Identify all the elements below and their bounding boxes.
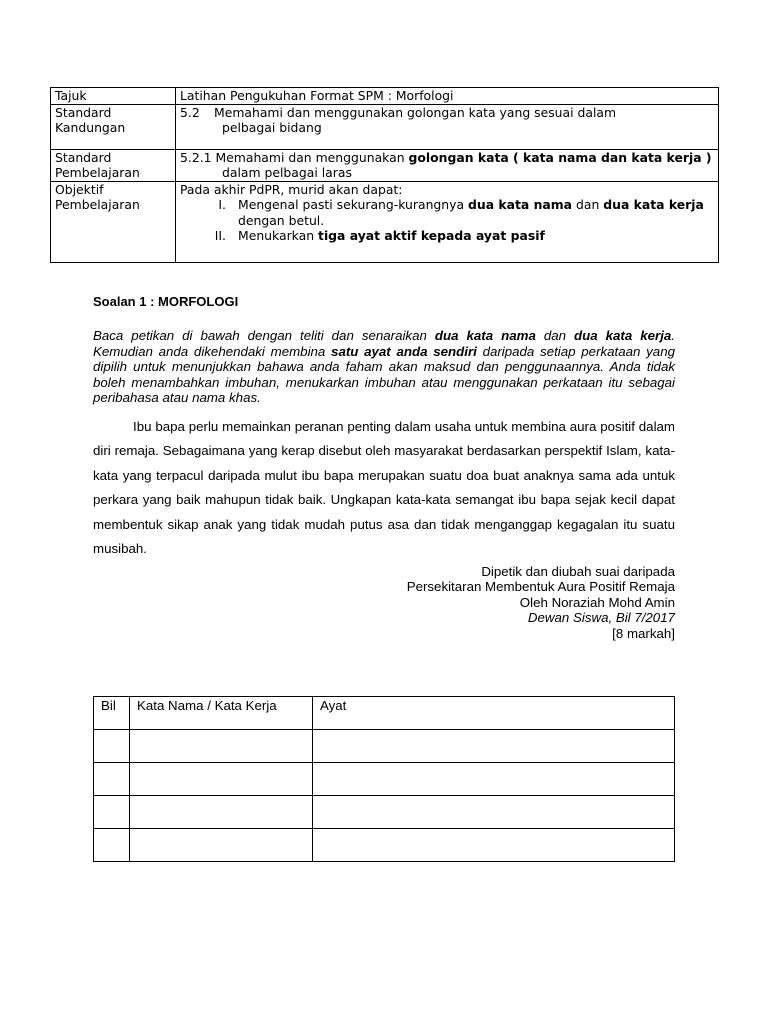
- answer-header-row: [94, 697, 675, 730]
- answer-cell[interactable]: [313, 829, 675, 862]
- sp-text-line2: dalam pelbagai laras: [222, 165, 352, 180]
- header-bil: Bil: [94, 697, 130, 730]
- item-text-line2: dengan betul.: [238, 212, 325, 228]
- info-row-tajuk: [51, 88, 719, 105]
- item-text-pre: Mengenal pasti sekurang-kurangnya: [238, 197, 469, 212]
- instr-bold: dua kata kerja: [574, 328, 672, 343]
- table-row: [94, 730, 675, 763]
- header-kata: Kata Nama / Kata Kerja: [130, 697, 313, 730]
- item-number: I.: [218, 197, 226, 212]
- source-line: Dipetik dan diubah suai daripada: [481, 564, 675, 579]
- answer-table: [93, 696, 675, 862]
- item-text: [226, 197, 704, 228]
- content-objektif: [176, 181, 719, 262]
- label-line: Standard: [55, 104, 112, 120]
- instr-text: Baca petikan di bawah dengan teliti dan senaraikan: [93, 328, 435, 343]
- question-heading: Soalan 1 : MORFOLOGI: [93, 294, 239, 309]
- label-standard-kandungan: [51, 104, 176, 149]
- label-line: Pembelajaran: [55, 165, 140, 180]
- sp-text-bold: golongan kata ( kata nama dan kata kerja ): [408, 149, 712, 165]
- label-line: Standard: [55, 149, 112, 165]
- list-item: [180, 228, 714, 244]
- instr-bold: dua kata nama: [434, 328, 536, 343]
- marks-label: [8 markah]: [612, 625, 675, 641]
- info-row-objektif: [51, 181, 719, 262]
- answer-cell[interactable]: [130, 796, 313, 829]
- table-row: [94, 796, 675, 829]
- instr-text: . Kemudian anda dikehendaki membina: [93, 328, 675, 359]
- answer-cell[interactable]: [94, 796, 130, 829]
- passage-text: Ibu bapa perlu memainkan peranan penting dalam usaha untuk membina aura positif dalam diri remaja. Sebagaimana yang kerap disebut oleh masyarakat berdasarkan perspektif Islam, kata-kata yang terpacul daripada mulut ibu bapa merupakan suatu doa buat anaknya sama ada untuk perkara yang baik mahupun tidak baik. Ungkapan kata-kata semangat ibu bapa sejak kecil dapat membentuk sikap anak yang tidak mudah putus asa dan tidak menganggap kegagalan itu suatu musibah.: [93, 419, 675, 557]
- content-standard-pembelajaran: [176, 149, 719, 181]
- content-tajuk: Latihan Pengukuhan Format SPM : Morfologi: [176, 88, 719, 105]
- info-row-standard-pembelajaran: [51, 149, 719, 181]
- item-bold: tiga ayat aktif kepada ayat pasif: [318, 228, 545, 243]
- answer-cell[interactable]: [130, 763, 313, 796]
- item-text-mid: dan: [572, 197, 604, 212]
- answer-cell[interactable]: [313, 730, 675, 763]
- sk-text-line1: Memahami dan menggunakan golongan kata yang sesuai dalam: [214, 104, 617, 120]
- answer-cell[interactable]: [313, 796, 675, 829]
- info-row-standard-kandungan: [51, 104, 719, 149]
- item-bold: dua kata kerja: [603, 197, 704, 212]
- source-citation: [300, 564, 675, 641]
- sp-text-pre: 5.2.1 Memahami dan menggunakan: [180, 149, 409, 165]
- answer-cell[interactable]: [94, 730, 130, 763]
- answer-cell[interactable]: [130, 730, 313, 763]
- instr-text: daripada setiap perkataan yang dipilih untuk menunjukkan bahawa anda faham akan maksud dan penggunaannya. Anda tidak boleh menambahkan imbuhan, menukarkan imbuhan atau menggunakan perkataan itu sebagai peribahasa atau nama khas.: [93, 343, 675, 406]
- label-standard-pembelajaran: [51, 149, 176, 181]
- table-row: [94, 763, 675, 796]
- instr-bold: satu ayat anda sendiri: [331, 343, 477, 359]
- instr-text: dan: [535, 328, 575, 343]
- item-text-pre: Menukarkan: [238, 228, 319, 243]
- question-instructions: [93, 328, 675, 406]
- header-ayat: Ayat: [313, 697, 675, 730]
- item-number: II.: [214, 228, 226, 243]
- content-standard-kandungan: [176, 104, 719, 149]
- answer-cell[interactable]: [94, 829, 130, 862]
- label-line: Pembelajaran: [55, 197, 140, 212]
- answer-cell[interactable]: [130, 829, 313, 862]
- item-text: [226, 228, 545, 244]
- label-line: Kandungan: [55, 120, 126, 135]
- source-line: Dewan Siswa, Bil 7/2017: [527, 610, 675, 626]
- source-line: Persekitaran Membentuk Aura Positif Remaja: [406, 579, 675, 595]
- info-table: [50, 87, 719, 263]
- label-tajuk: Tajuk: [51, 88, 176, 105]
- list-item: [180, 197, 714, 228]
- objektif-list: [180, 197, 714, 244]
- table-row: [94, 829, 675, 862]
- answer-cell[interactable]: [313, 763, 675, 796]
- label-objektif: [51, 181, 176, 262]
- item-bold: dua kata nama: [468, 197, 573, 212]
- source-line: Oleh Noraziah Mohd Amin: [519, 594, 675, 610]
- sk-number: 5.2: [180, 104, 200, 120]
- objektif-intro: Pada akhir PdPR, murid akan dapat:: [180, 181, 403, 197]
- answer-cell[interactable]: [94, 763, 130, 796]
- sk-text-line2: pelbagai bidang: [222, 120, 322, 135]
- label-line: Objektif: [55, 181, 104, 197]
